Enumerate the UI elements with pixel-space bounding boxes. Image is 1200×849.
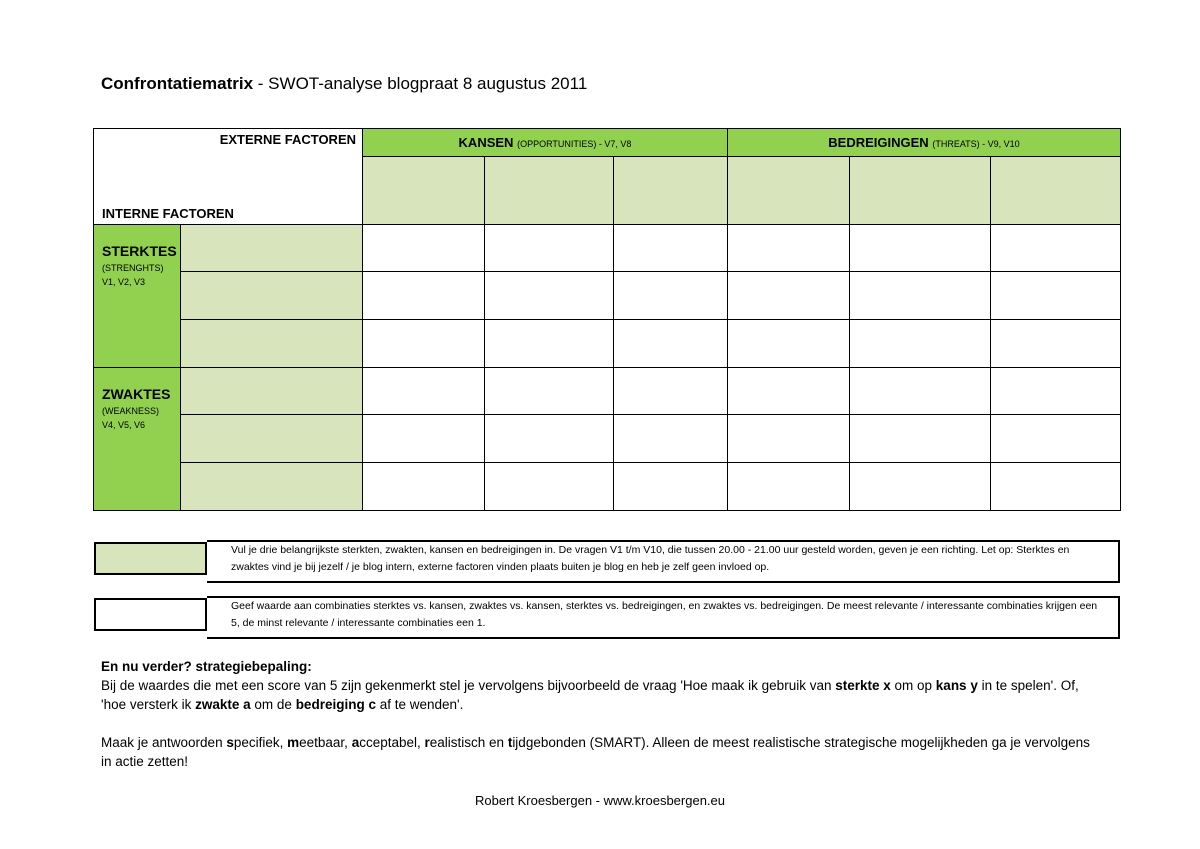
score-cell[interactable] — [990, 271, 1121, 320]
score-cell[interactable] — [484, 319, 614, 368]
next-paragraph-1 — [101, 676, 1101, 714]
p1-e: in te spelen'. Of, 'hoe versterk ik — [101, 678, 1079, 712]
zwaktes-title: ZWAKTES — [102, 386, 171, 402]
legend-green-box — [207, 540, 1120, 583]
score-cell[interactable] — [484, 414, 614, 463]
score-cell[interactable] — [849, 367, 991, 415]
legend-white-swatch — [94, 598, 207, 631]
bedreiging-input-1[interactable] — [727, 156, 850, 225]
score-cell[interactable] — [484, 271, 614, 320]
zwaktes-sub1: (WEAKNESS) — [102, 406, 160, 416]
score-cell[interactable] — [613, 414, 728, 463]
p1-f: zwakte a — [195, 697, 251, 712]
next-steps — [101, 657, 1101, 771]
kansen-sub: (OPPORTUNITIES) - V7, V8 — [517, 139, 632, 149]
score-cell[interactable] — [727, 319, 850, 368]
score-cell[interactable] — [727, 271, 850, 320]
p2-segment: pecifiek, — [233, 735, 288, 750]
score-cell[interactable] — [484, 224, 614, 272]
next-paragraph-2 — [101, 733, 1101, 771]
interne-factoren-label: INTERNE FACTOREN — [102, 206, 234, 221]
kansen-title: KANSEN — [458, 135, 514, 150]
p1-i: af te wenden'. — [375, 697, 464, 712]
bedreiging-input-3[interactable] — [990, 156, 1121, 225]
score-cell[interactable] — [362, 367, 485, 415]
score-cell[interactable] — [990, 367, 1121, 415]
score-cell[interactable] — [849, 319, 991, 368]
externe-factoren-label: EXTERNE FACTOREN — [219, 132, 356, 147]
score-cell[interactable] — [849, 271, 991, 320]
p1-c: om op — [890, 678, 936, 693]
score-cell[interactable] — [849, 414, 991, 463]
score-cell[interactable] — [613, 224, 728, 272]
sterktes-title: STERKTES — [102, 243, 177, 259]
score-cell[interactable] — [362, 319, 485, 368]
bedreigingen-title: BEDREIGINGEN — [828, 135, 929, 150]
score-cell[interactable] — [362, 224, 485, 272]
p1-d: kans y — [935, 678, 978, 693]
p2-segment: eetbaar, — [299, 735, 352, 750]
score-cell[interactable] — [727, 414, 850, 463]
p1-g: om de — [250, 697, 296, 712]
p1-b: sterkte x — [835, 678, 891, 693]
title-rest: - SWOT-analyse blogpraat 8 augustus 2011 — [253, 74, 588, 93]
sterkte-input-1[interactable] — [180, 224, 363, 272]
kans-input-3[interactable] — [613, 156, 728, 225]
score-cell[interactable] — [990, 224, 1121, 272]
p2-segment: ealistisch en — [429, 735, 508, 750]
score-cell[interactable] — [990, 414, 1121, 463]
p2-segment: s — [226, 735, 234, 750]
score-cell[interactable] — [613, 319, 728, 368]
score-cell[interactable] — [990, 319, 1121, 368]
sterkte-input-2[interactable] — [180, 271, 363, 320]
score-cell[interactable] — [849, 224, 991, 272]
score-cell[interactable] — [484, 367, 614, 415]
p2-segment: ijdgebonden (SMART). Alleen de meest realistische strategische mogelijkheden ga je vervolgens in actie zetten! — [101, 735, 1090, 769]
legend-green-text: Vul je drie belangrijkste sterkten, zwakten, kansen en bedreigingen in. De vragen V1 t/m V10, die tussen 20.00 - 21.00 uur gesteld worden, geven je een richting. Let op: Sterktes en zwaktes vind je bij jezelf / je blog intern, externe factoren vinden plaats buiten je blog en heb je zelf geen invloed op. — [231, 544, 1070, 573]
score-cell[interactable] — [484, 462, 614, 511]
kans-input-1[interactable] — [362, 156, 485, 225]
score-cell[interactable] — [362, 414, 485, 463]
p2-segment: Maak je antwoorden — [101, 735, 227, 750]
sterktes-label-cell — [93, 224, 181, 368]
score-cell[interactable] — [362, 462, 485, 511]
zwakte-input-2[interactable] — [180, 414, 363, 463]
score-cell[interactable] — [613, 367, 728, 415]
sterkte-input-3[interactable] — [180, 319, 363, 368]
bedreigingen-sub: (THREATS) - V9, V10 — [932, 139, 1020, 149]
score-cell[interactable] — [727, 367, 850, 415]
legend-green-swatch — [94, 542, 207, 575]
footer: Robert Kroesbergen - www.kroesbergen.eu — [474, 793, 726, 808]
p2-segment: r — [424, 735, 430, 750]
score-cell[interactable] — [990, 462, 1121, 511]
p2-segment: t — [507, 735, 513, 750]
legend-white-text: Geef waarde aan combinaties sterktes vs. kansen, zwaktes vs. kansen, sterktes vs. bedreigingen, en zwaktes vs. bedreigingen. De meest relevante / interessante combinaties krijgen een 5, de minst relevante / interessante combinaties een 1. — [231, 600, 1098, 629]
score-cell[interactable] — [849, 462, 991, 511]
bedreiging-input-2[interactable] — [849, 156, 991, 225]
title-bold: Confrontatiematrix — [101, 74, 254, 93]
kans-input-2[interactable] — [484, 156, 614, 225]
score-cell[interactable] — [727, 224, 850, 272]
kansen-header — [362, 128, 728, 157]
p2-segment: a — [351, 735, 360, 750]
score-cell[interactable] — [613, 271, 728, 320]
p1-a: Bij de waardes die met een score van 5 zijn gekenmerkt stel je vervolgens bijvoorbeeld de vraag 'Hoe maak ik gebruik van — [101, 678, 836, 693]
zwaktes-label-cell — [93, 367, 181, 511]
score-cell[interactable] — [613, 462, 728, 511]
score-cell[interactable] — [362, 271, 485, 320]
sterktes-sub2: V1, V2, V3 — [102, 277, 146, 287]
p1-h: bedreiging c — [295, 697, 376, 712]
zwaktes-sub2: V4, V5, V6 — [102, 420, 146, 430]
bedreigingen-header — [727, 128, 1121, 157]
corner-cell — [93, 128, 363, 225]
zwakte-input-1[interactable] — [180, 367, 363, 415]
p2-segment: m — [287, 735, 300, 750]
next-heading: En nu verder? strategiebepaling: — [101, 659, 312, 674]
legend-white-box — [207, 596, 1120, 639]
zwakte-input-3[interactable] — [180, 462, 363, 511]
sterktes-sub1: (STRENGHTS) — [102, 263, 164, 273]
p2-segment: cceptabel, — [359, 735, 425, 750]
score-cell[interactable] — [727, 462, 850, 511]
